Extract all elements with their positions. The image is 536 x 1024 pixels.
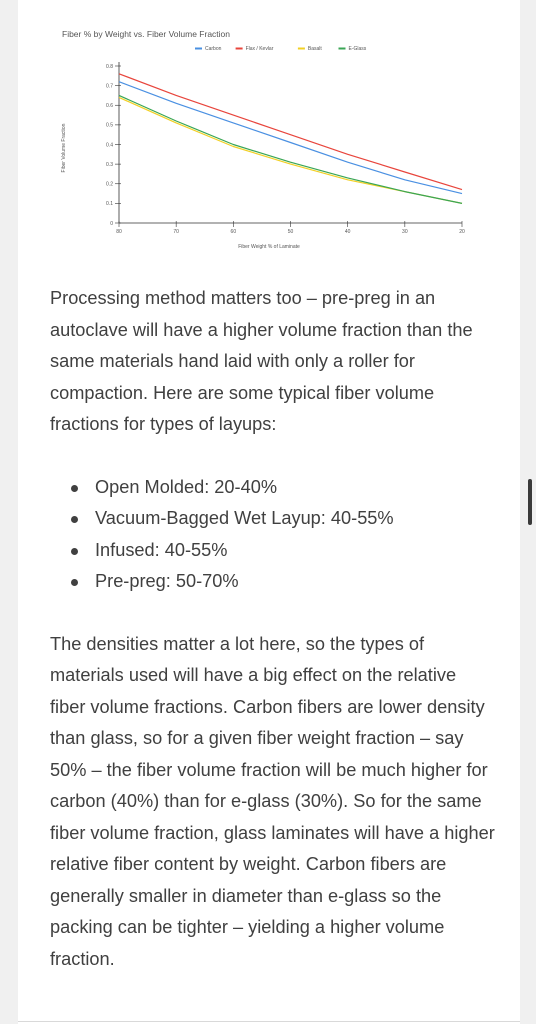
list-item xyxy=(50,535,495,567)
y-axis-label: Fiber Volume Fraction xyxy=(61,123,67,173)
series-line-basalt xyxy=(119,97,462,203)
list-item xyxy=(50,472,495,504)
y-tick-label: 0.8 xyxy=(106,63,113,70)
chart-title: Fiber % by Weight vs. Fiber Volume Fraction xyxy=(62,29,231,39)
y-tick-label: 0.2 xyxy=(106,181,113,188)
x-tick-label: 20 xyxy=(459,229,465,235)
y-tick-label: 0.7 xyxy=(106,83,113,90)
y-tick-label: 0 xyxy=(110,220,113,227)
article-card xyxy=(18,0,520,1024)
series-line-e-glass xyxy=(119,95,462,203)
paragraph-densities: The densities matter a lot here, so the types of materials used will have a big effect on the relative fiber volume fractions. Carbon fibers are lower density than glass, so for a given fiber weight fraction – say 50% – the fiber volume fraction will be much higher for carbon (40%) than for e-glass (30%). So for the same fiber volume fraction, glass laminates will have a higher relative fiber content by weight. Carbon fibers are generally smaller in diameter than e-glass so the packing can be tighter – yielding a higher volume fraction. xyxy=(50,633,495,969)
chart-series xyxy=(119,74,462,204)
x-axis-label: Fiber Weight % of Laminate xyxy=(238,244,300,250)
bullet-icon xyxy=(71,579,78,586)
x-tick-label: 40 xyxy=(344,229,351,235)
layup-list xyxy=(50,472,495,598)
list-item-text: Open Molded: 20-40% xyxy=(95,476,277,497)
y-tick-label: 0.6 xyxy=(106,103,113,110)
x-tick-label: 60 xyxy=(230,229,237,235)
bullet-icon xyxy=(71,516,78,523)
chart-axes xyxy=(106,62,465,235)
y-tick-label: 0.5 xyxy=(106,122,113,129)
scrollbar-thumb[interactable] xyxy=(528,479,532,525)
y-tick-label: 0.4 xyxy=(106,142,113,149)
list-item-text: Infused: 40-55% xyxy=(95,539,228,560)
list-item-text: Pre-preg: 50-70% xyxy=(95,571,239,591)
chart-svg xyxy=(18,0,520,260)
paragraph-processing: Processing method matters too – pre-preg in an autoclave will have a higher volume fraction than the same materials hand laid with only a roller for compaction. Here are some typical fiber volume fractions for types of layups: xyxy=(50,288,473,434)
x-tick-label: 50 xyxy=(287,229,294,235)
series-line-carbon xyxy=(119,82,462,194)
x-tick-label: 80 xyxy=(116,229,122,235)
legend-entry: Basalt xyxy=(307,46,322,52)
page-divider xyxy=(18,1021,520,1022)
series-line-flax-kevlar xyxy=(119,74,462,190)
legend-entry: E-Glass xyxy=(348,46,367,52)
article-body xyxy=(50,283,495,975)
legend-entry: Carbon xyxy=(205,46,222,52)
list-item xyxy=(50,566,495,598)
y-tick-label: 0.1 xyxy=(106,201,113,208)
list-item-text: Vacuum-Bagged Wet Layup: 40-55% xyxy=(95,508,394,528)
chart-legend xyxy=(195,46,367,52)
bullet-icon xyxy=(71,485,78,492)
fiber-volume-chart xyxy=(18,0,520,260)
bullet-icon xyxy=(71,548,78,555)
x-tick-label: 30 xyxy=(402,229,408,235)
x-tick-label: 70 xyxy=(173,229,179,235)
y-tick-label: 0.3 xyxy=(106,161,113,168)
legend-entry: Flax / Kevlar xyxy=(245,46,274,52)
list-item xyxy=(50,503,495,535)
